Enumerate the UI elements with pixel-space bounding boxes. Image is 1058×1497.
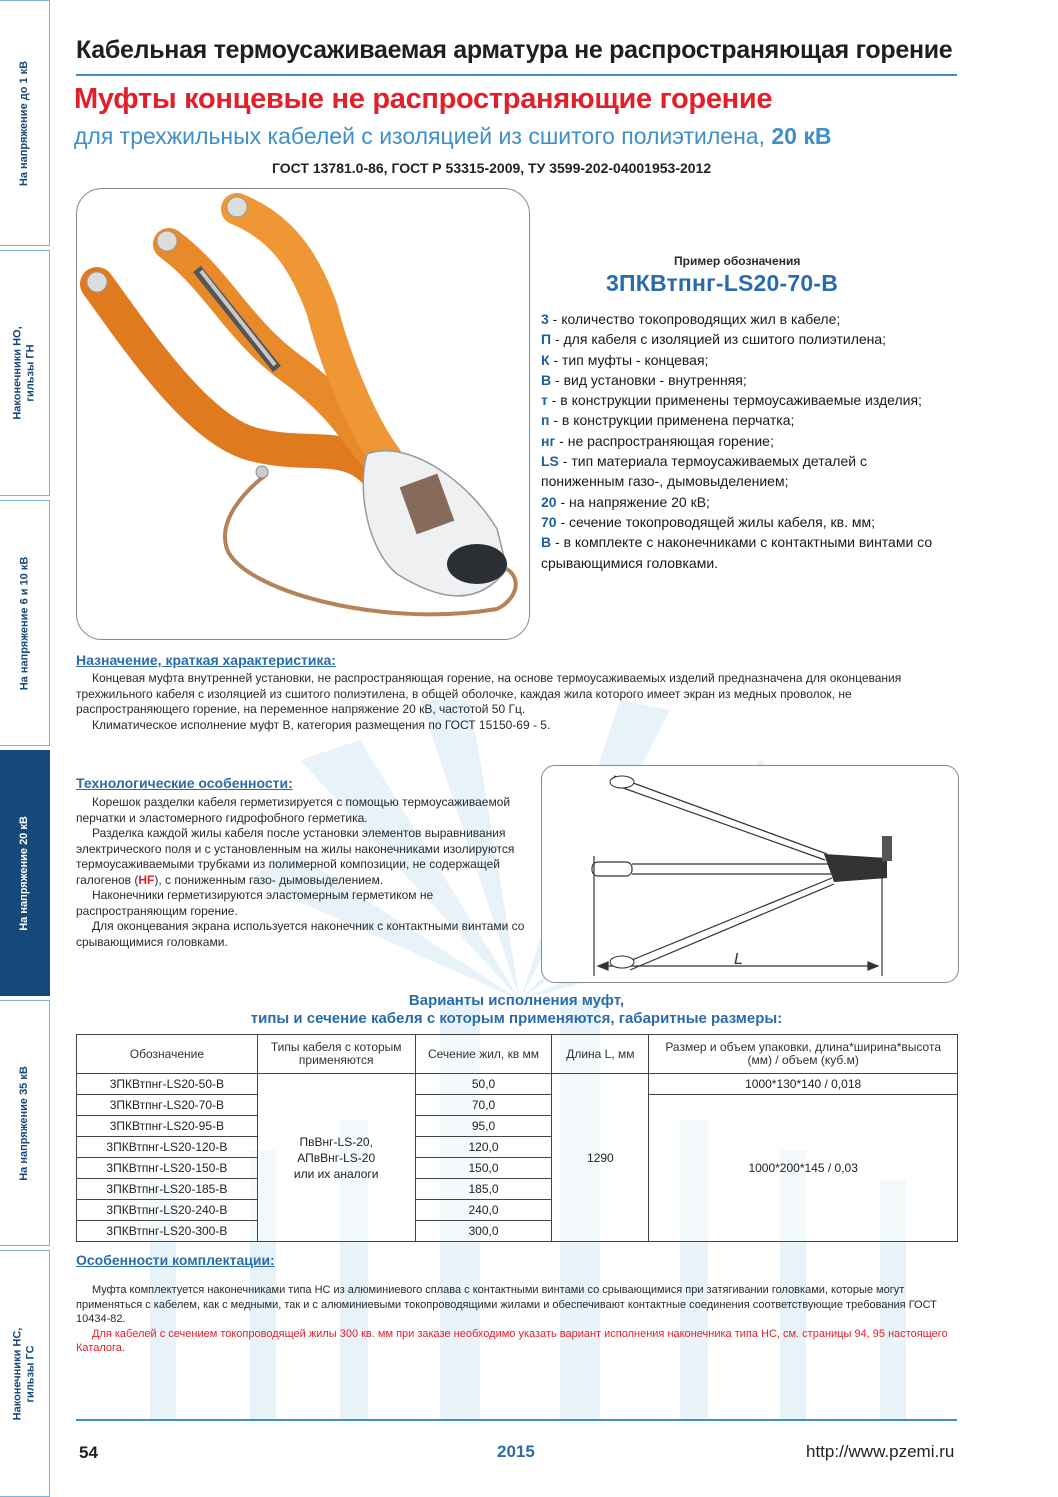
legend-key: П (541, 331, 552, 348)
tab-6-10kv[interactable] (0, 500, 50, 746)
designation-cell: 3ПКВтпнг-LS20-185-В (77, 1179, 258, 1200)
designation-label: Пример обозначения (674, 254, 801, 268)
completeness-heading: Особенности комплектации: (76, 1252, 275, 1268)
legend-key: 20 (541, 493, 557, 510)
tech-paragraph: Наконечники герметизируются эластомерным герметиком не распространяющим горение. (76, 888, 434, 918)
tab-label: На напряжение 20 кВ (18, 815, 31, 931)
section-cell: 185,0 (415, 1179, 552, 1200)
tech-text-part: Разделка каждой жилы кабеля после установки элементов выравнивания электрического поля и с установленным на жилы наконечниками изолируются термоусаживаемыми трубками из полимерной композиции, не содержащей галогенов ( (76, 826, 515, 887)
page-title: Муфты концевые не распространяющие горение (74, 83, 773, 115)
variants-table (76, 1034, 958, 1242)
completeness-paragraph: Муфта комплектуется наконечниками типа НС из алюминиевого сплава с контактными винтами со срывающимися при затягивании головками, которые могут применяться с кабелем, как с медными, так и с алюминиевыми токопроводящими жилами и обеспечивают контактные соединения соответствующие требования ГОСТ 10434-82. (76, 1284, 937, 1325)
designation-cell: 3ПКВтпнг-LS20-50-В (77, 1074, 258, 1095)
tab-label: Наконечники НО, гильзы ГН (11, 326, 37, 420)
completeness-text (76, 1283, 956, 1356)
column-header: Длина L, мм (552, 1035, 649, 1074)
tab-up-to-1kv[interactable] (0, 0, 50, 246)
length-cell: 1290 (552, 1074, 649, 1242)
designation-cell: 3ПКВтпнг-LS20-300-В (77, 1221, 258, 1242)
tab-label: Наконечники НС, гильзы ГС (11, 1327, 37, 1420)
standards-line: ГОСТ 13781.0-86, ГОСТ Р 53315-2009, ТУ 3599-202-04001953-2012 (272, 160, 712, 176)
table-row (77, 1074, 958, 1095)
section-cell: 50,0 (415, 1074, 552, 1095)
subtitle-text: для трехжильных кабелей с изоляцией из сшитого полиэтилена, (74, 123, 765, 149)
website-link[interactable]: http://www.pzemi.ru (806, 1442, 955, 1461)
tab-label: На напряжение 35 кВ (18, 1065, 31, 1181)
cable-termination-illustration (77, 189, 529, 639)
tab-label: На напряжение 6 и 10 кВ (18, 556, 31, 690)
legend-item (541, 532, 953, 573)
section-cell: 300,0 (415, 1221, 552, 1242)
column-header: Обозначение (77, 1035, 258, 1074)
legend-text: - в комплекте с наконечниками с контактными винтами со срывающимися головками. (541, 534, 933, 571)
legend-item (541, 512, 953, 532)
legend-item (541, 370, 953, 390)
section-cell: 95,0 (415, 1116, 552, 1137)
termination-schematic (542, 766, 958, 982)
tab-terminals-ns[interactable] (0, 1250, 50, 1497)
purpose-text (76, 671, 956, 733)
legend-key: нг (541, 432, 556, 449)
tech-paragraph: Корешок разделки кабеля герметизируется с помощью термоусаживаемой перчатки и эластомерного гидрофобного герметика. (76, 795, 511, 825)
column-header: Типы кабеля с которым применяются (257, 1035, 415, 1074)
legend-item (541, 350, 953, 370)
page-subtitle (74, 123, 831, 150)
purpose-paragraph: Климатическое исполнение муфт В, категория размещения по ГОСТ 15150-69 - 5. (92, 717, 551, 732)
tech-paragraph (76, 826, 528, 888)
tab-terminals-no[interactable] (0, 250, 50, 496)
tech-paragraph: Для оконцевания экрана используется наконечник с контактными винтами со срывающимися головками. (76, 919, 525, 949)
table-title-line: Варианты исполнения муфт, (408, 992, 625, 1009)
hf-marker: HF (138, 872, 155, 887)
legend-key: 3 (541, 311, 549, 327)
legend-text: - в конструкции применены термоусаживаемые изделия; (547, 392, 922, 409)
legend-item (541, 431, 953, 451)
legend-item (541, 492, 953, 512)
legend-item (541, 329, 953, 349)
legend-key: В (541, 534, 552, 551)
table-title-line: типы и сечение кабеля с которым применяются, габаритные размеры: (250, 1010, 783, 1027)
side-navigation (0, 0, 52, 1497)
tech-text (76, 795, 528, 950)
designation-cell: 3ПКВтпнг-LS20-120-В (77, 1137, 258, 1158)
purpose-heading: Назначение, краткая характеристика: (76, 652, 336, 668)
category-header: Кабельная термоусаживаемая арматура не распространяющая горение (76, 36, 953, 64)
product-photo (76, 188, 530, 640)
catalog-year: 2015 (497, 1442, 535, 1461)
designation-legend (541, 309, 953, 573)
header-divider (76, 74, 957, 76)
legend-text: - вид установки - внутренняя; (551, 371, 747, 388)
tab-35kv[interactable] (0, 1000, 50, 1246)
designation-cell: 3ПКВтпнг-LS20-240-В (77, 1200, 258, 1221)
package-cell: 1000*200*145 / 0,03 (649, 1095, 958, 1242)
tech-heading: Технологические особенности: (76, 775, 293, 791)
legend-text: - тип муфты - концевая; (549, 351, 709, 368)
designation-cell: 3ПКВтпнг-LS20-95-В (77, 1116, 258, 1137)
tab-20kv[interactable] (0, 750, 50, 996)
designation-cell: 3ПКВтпнг-LS20-70-В (77, 1095, 258, 1116)
legend-key: т (541, 392, 548, 409)
legend-text: - для кабеля с изоляцией из сшитого полиэтилена; (551, 331, 887, 348)
legend-item (541, 390, 953, 410)
section-cell: 150,0 (415, 1158, 552, 1179)
tab-label: На напряжение до 1 кВ (18, 60, 30, 186)
table-header-row (77, 1035, 958, 1074)
legend-text: - в конструкции применена перчатка; (549, 412, 795, 429)
legend-key: п (541, 412, 550, 429)
legend-key: В (541, 371, 552, 388)
purpose-paragraph: Концевая муфта внутренней установки, не распространяющая горение, на основе термоусаживаемых изделий предназначена для оконцевания трехжильного кабеля с изоляцией из сшитого полиэтилена, в общей оболочке, каждая жила которого имеет экран из медных проволок, не распространяющего горение, на переменное напряжение 20 кВ, частотой 50 Гц. (76, 671, 902, 716)
completeness-note: Для кабелей с сечением токопроводящей жилы 300 кв. мм при заказе необходимо указать вариант исполнения наконечника типа НС, см. страницы 94, 95 настоящего Каталога. (76, 1327, 948, 1354)
page-number: 54 (79, 1443, 98, 1462)
designation-code: 3ПКВтпнг-LS20-70-В (606, 270, 839, 296)
column-header: Сечение жил, кв мм (415, 1035, 552, 1074)
legend-text: - сечение токопроводящей жилы кабеля, кв. мм; (556, 513, 875, 530)
dimension-drawing (541, 765, 959, 983)
section-cell: 240,0 (415, 1200, 552, 1221)
legend-text: - количество токопроводящих жил в кабеле; (548, 311, 841, 327)
legend-item (541, 451, 953, 492)
table-row (77, 1095, 958, 1116)
legend-text: - на напряжение 20 кВ; (556, 493, 710, 510)
subtitle-voltage: 20 кВ (771, 123, 832, 149)
legend-item (541, 309, 953, 329)
column-header: Размер и объем упаковки, длина*ширина*высота (мм) / объем (куб.м) (649, 1035, 958, 1074)
dimension-label: L (734, 951, 743, 968)
legend-key: 70 (541, 513, 557, 530)
legend-text: - тип материала термоусаживаемых деталей с пониженным газо-, дымовыделением; (541, 453, 867, 490)
section-cell: 120,0 (415, 1137, 552, 1158)
designation-cell: 3ПКВтпнг-LS20-150-В (77, 1158, 258, 1179)
section-cell: 70,0 (415, 1095, 552, 1116)
table-title (76, 992, 957, 1028)
package-cell: 1000*130*140 / 0,018 (649, 1074, 958, 1095)
cable-types-cell: ПвВнг-LS-20, АПвВнг-LS-20 или их аналоги (257, 1074, 415, 1242)
legend-item (541, 410, 953, 430)
legend-key: К (541, 351, 550, 368)
legend-key: LS (541, 453, 559, 470)
tech-text-part: ), с пониженным газо- дымовыделением. (154, 872, 384, 887)
footer-divider (76, 1419, 957, 1421)
legend-text: - не распространяющая горение; (555, 432, 774, 449)
